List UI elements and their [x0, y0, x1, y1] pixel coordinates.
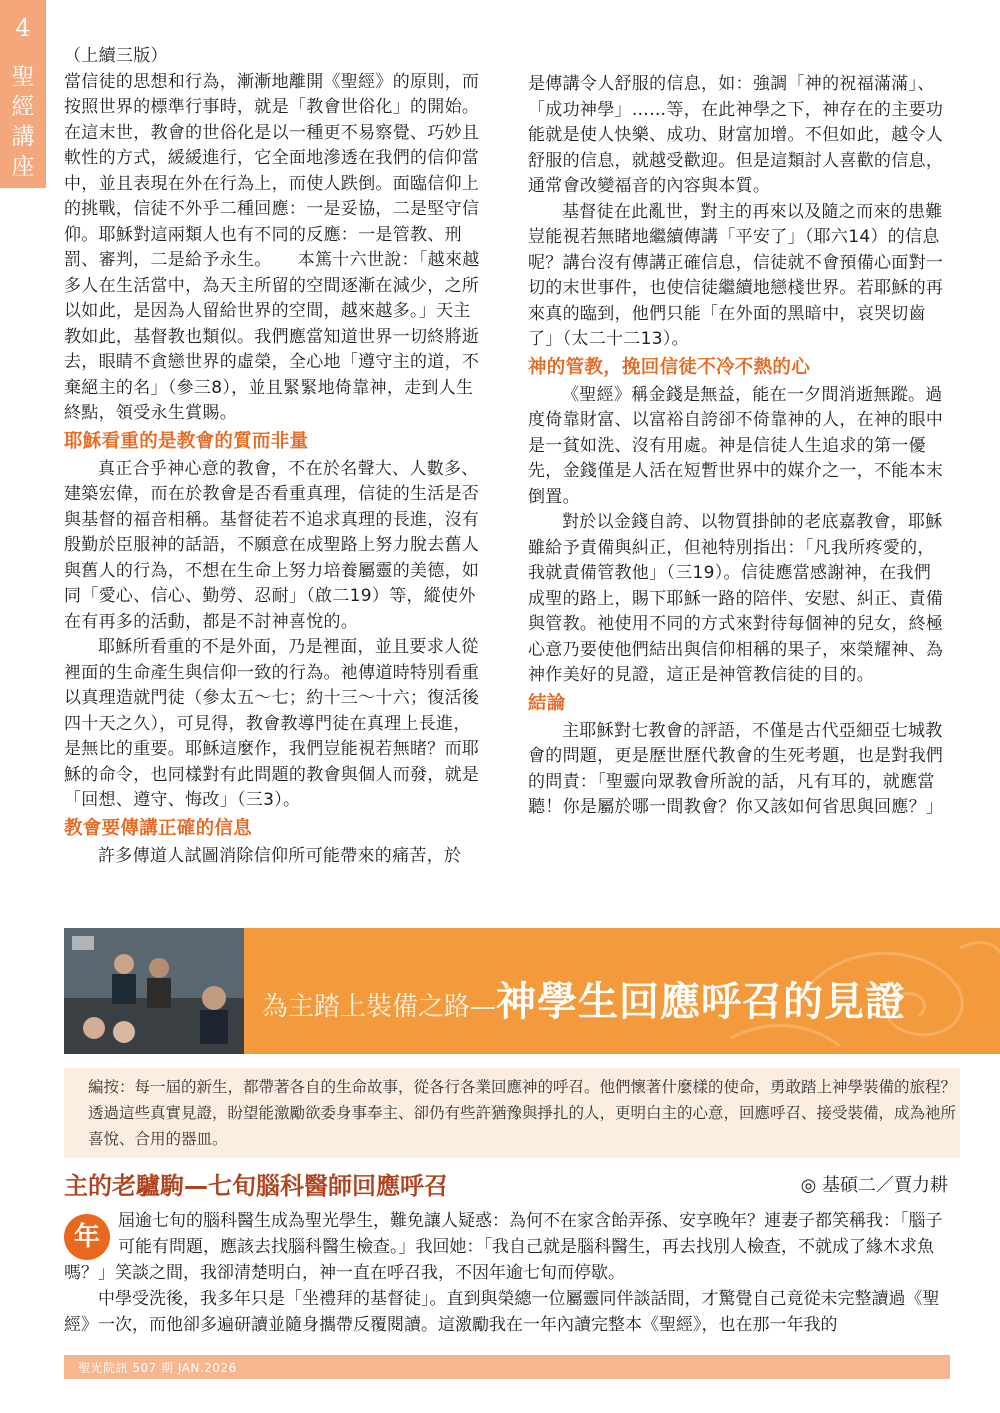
feature-banner	[64, 928, 1000, 1054]
footer-issue: 聖光院訊 507 期 JAN.2026	[78, 1361, 237, 1375]
paragraph: 中學受洗後，我多年只是「坐禮拜的基督徒」。直到與榮總一位屬靈同伴談話間，才驚覺自己竟從未完整讀過《聖經》一次，而他卻多遍研讀並隨身攜帶反覆閱讀。這激勵我在一年內讀完整本《聖經》，也在那一年我的	[64, 1289, 940, 1335]
continued-note: （上續三版）	[64, 46, 168, 66]
paragraph: 是傳講令人舒服的信息，如：強調「神的祝福滿滿」、「成功神學」……等，在此神學之下，神存在的主要功能就是使人快樂、成功、財富加增。不但如此，越令人舒服的信息，就越受歡迎。但是這類討人喜歡的信息，通常會改變福音的內容與本質。	[528, 74, 944, 196]
page-number: 4	[15, 14, 31, 42]
right-column	[528, 72, 948, 821]
editor-note: 編按：每一屆的新生，都帶著各自的生命故事，從各行各業回應神的呼召。他們懷著什麼樣的使命，勇敢踏上神學裝備的旅程？透過這些真實見證，盼望能激勵欲委身事奉主、卻仍有些許猶豫與掙扎的人，更明白主的心意，回應呼召、接受裝備，成為祂所喜悅、合用的器皿。	[64, 1068, 960, 1158]
paragraph: 主耶穌對七教會的評語，不僅是古代亞細亞七城教會的問題，更是歷世歷代教會的生死考題，也是對我們的問責：「聖靈向眾教會所說的話，凡有耳的，就應當聽！你是屬於哪一間教會？你又該如何省思與回應？」	[528, 720, 944, 817]
section-label	[0, 62, 46, 182]
students-photo	[64, 928, 244, 1054]
section-heading: 教會要傳講正確的信息	[64, 817, 253, 839]
paragraph: 屆逾七旬的腦科醫生成為聖光學生，難免讓人疑惑：為何不在家含飴弄孫、安享晚年？連妻子都笑稱我：「腦子可能有問題，應該去找腦科醫生檢查。」我回她：「我自己就是腦科醫生，再去找別人檢查，不就成了緣木求魚嗎？」笑談之間，我卻清楚明白，神一直在呼召我，不因年逾七旬而停歇。	[64, 1211, 943, 1283]
left-column	[64, 44, 484, 869]
section-label-char: 講	[11, 124, 35, 150]
page-footer	[64, 1355, 950, 1379]
drop-cap: 年	[64, 1214, 110, 1260]
article-body	[64, 1208, 950, 1338]
banner-title	[262, 970, 906, 1027]
banner-subtitle: 為主踏上裝備之路—	[262, 992, 497, 1022]
section-label-char: 座	[11, 154, 35, 180]
article-byline: ◎ 基碩二／賈力耕	[800, 1175, 948, 1196]
paragraph: 當信徒的思想和行為，漸漸地離開《聖經》的原則，而按照世界的標準行事時，就是「教會世俗化」的開始。在這末世，教會的世俗化是以一種更不易察覺、巧妙且軟性的方式，緩緩進行，它全面地滲透在我們的信仰當中，並且表現在外在行為上，而使人跌倒。面臨信仰上的挑戰，信徒不外乎二種回應：一是妥協，二是堅守信仰。耶穌對這兩類人也有不同的反應：一是管教、刑罰、審判，二是給予永生。 本篤十六世說：「越來越多人在生活當中，為天主所留的空間逐漸在減少，之所以如此，是因為人留給世界的空間，越來越多。」天主教如此，基督教也類似。我們應當知道世界一切終將逝去，眼睛不貪戀世界的虛榮，全心地「遵守主的道，不棄絕主的名」（參三8），並且緊緊地倚靠神，走到人生終點，領受永生賞賜。	[64, 71, 480, 423]
section-label-char: 聖	[11, 64, 35, 90]
article-title: 主的老驢駒—七旬腦科醫師回應呼召	[64, 1172, 448, 1200]
section-label-char: 經	[11, 94, 35, 120]
section-heading: 結論	[528, 692, 566, 714]
banner-main-title: 神學生回應呼召的見證	[496, 979, 907, 1025]
paragraph: 許多傳道人試圖消除信仰所可能帶來的痛苦，於	[98, 845, 462, 866]
paragraph: 真正合乎神心意的教會，不在於名聲大、人數多、建築宏偉，而在於教會是否看重真理，信徒的生活是否與基督的福音相稱。基督徒若不追求真理的長進，沒有殷勤於臣服神的話語，不願意在成聖路上努力脫去舊人與舊人的行為，不想在生命上努力培養屬靈的美德，如同「愛心、信心、勤勞、忍耐」（啟二19）等，縱使外在有再多的活動，都是不討神喜悅的。	[64, 458, 480, 632]
paragraph: 《聖經》稱金錢是無益，能在一夕間消逝無蹤。過度倚靠財富、以富裕自誇卻不倚靠神的人，在神的眼中是一貧如洗、沒有用處。神是信徒人生追求的第一優先，金錢僅是人活在短暫世界中的媒介之一，不能本末倒置。	[528, 384, 944, 507]
paragraph: 耶穌所看重的不是外面，乃是裡面，並且要求人從裡面的生命產生與信仰一致的行為。祂傳道時特別看重以真理造就門徒（參太五～七；約十三～十六；復活後四十天之久），可見得，教會教導門徒在真理上長進，是無比的重要。耶穌這麼作，我們豈能視若無睹？而耶穌的命令，也同樣對有此問題的教會與個人而發，就是「回想、遵守、悔改」（三3）。	[64, 637, 480, 810]
section-heading: 耶穌看重的是教會的質而非量	[64, 430, 309, 452]
paragraph: 基督徒在此亂世，對主的再來以及隨之而來的患難豈能視若無睹地繼續傳講「平安了」（耶六14）的信息呢？講台沒有傳講正確信息，信徒就不會預備心面對一切的末世事件，也使信徒繼續地戀棧世界。若耶穌的再來真的臨到，他們只能「在外面的黑暗中，哀哭切齒了」（太二十二13）。	[528, 201, 944, 349]
section-heading: 神的管教，挽回信徒不冷不熱的心	[528, 356, 811, 378]
paragraph: 對於以金錢自誇、以物質掛帥的老底嘉教會，耶穌雖給予責備與糾正，但祂特別指出：「凡我所疼愛的，我就責備管教他」（三19）。信徒應當感謝神，在我們成聖的路上，賜下耶穌一路的陪伴、安慰、糾正、責備與管教。祂使用不同的方式來對待每個神的兒女，終極心意乃要使他們結出與信仰相稱的果子，來榮耀神、為神作美好的見證，這正是神管教信徒的目的。	[528, 512, 944, 685]
